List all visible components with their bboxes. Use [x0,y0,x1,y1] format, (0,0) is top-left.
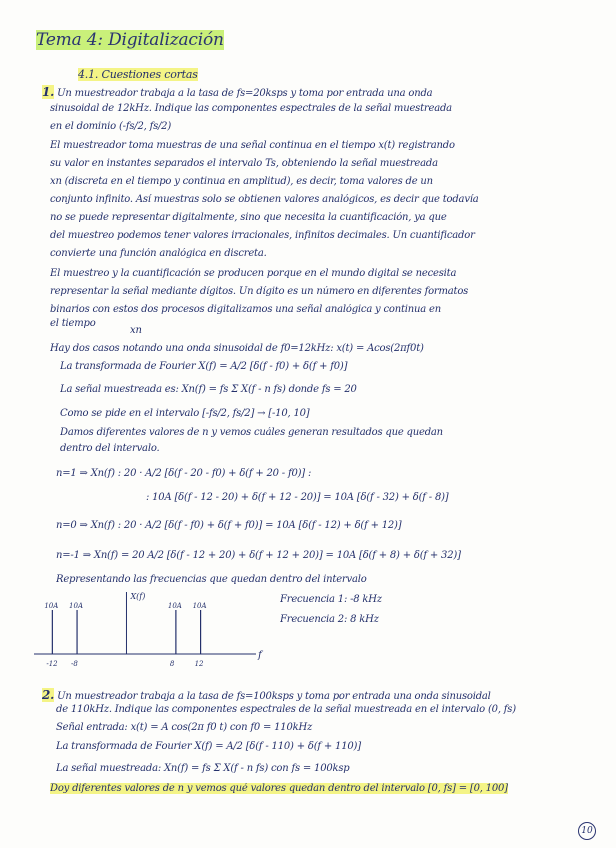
q1-line: El muestreo y la cuantificación se producen porque en el mundo digital se necesita [50,268,457,279]
tick-label: 12 [194,660,204,668]
q2-line: 2. Un muestreador trabaja a la tasa de fs=100ksps y toma por entrada una onda sinusoidal [42,688,491,702]
math-line: n=1 ⇒ Xn(f) : 20 · A/2 [δ(f - 20 - f0) + δ(f + 20 - f0)] : [56,468,312,479]
bar-label: 10A [167,602,182,610]
frequency-1: Frecuencia 1: -8 kHz [280,594,382,605]
xn-label: xn [130,325,142,336]
math-line: Como se pide en el intervalo [-fs/2, fs/2] → [-10, 10] [60,408,310,419]
q1-line: no se puede representar digitalmente, sino que necesita la cuantificación, ya que [50,212,447,223]
section-heading: 4.1. Cuestiones cortas [78,68,198,81]
q2-line: Doy diferentes valores de n y vemos qué valores quedan dentro del intervalo [0, fs] = [0, 100] [50,783,508,794]
q1-line: convierte una función analógica en discreta. [50,248,267,259]
math-line: n=0 ⇒ Xn(f) : 20 · A/2 [δ(f - f0) + δ(f + f0)] = 10A [δ(f - 12) + δ(f + 12)] [56,520,402,531]
bar-label: 10A [69,602,84,610]
math-line: n=-1 ⇒ Xn(f) = 20 A/2 [δ(f - 12 + 20) + δ(f + 12 + 20)] = 10A [δ(f + 8) + δ(f + 32)] [56,550,461,561]
bar-label: 10A [192,602,207,610]
tick-label: -12 [46,660,58,668]
math-line: La transformada de Fourier X(f) = A/2 [δ(f - f0) + δ(f + f0)] [60,361,348,372]
q1-line: 1. Un muestreador trabaja a la tasa de fs=20ksps y toma por entrada una onda [42,85,433,99]
math-line: La señal muestreada es: Xn(f) = fs Σ X(f - n fs) donde fs = 20 [60,384,357,395]
page-title: Tema 4: Digitalización [36,30,224,50]
q1-line: binarios con estos dos procesos digitalizamos una señal analógica y continua en [50,304,441,315]
q2-line: La transformada de Fourier X(f) = A/2 [δ(f - 110) + δ(f + 110)] [56,741,361,752]
math-line: Damos diferentes valores de n y vemos cuáles generan resultados que quedan [60,427,443,438]
q2-line: La señal muestreada: Xn(f) = fs Σ X(f - n fs) con fs = 100ksp [56,763,350,774]
q1-line: El muestreador toma muestras de una señal continua en el tiempo x(t) registrando [50,140,455,151]
bar-label: 10A [44,602,59,610]
q1-number: 1. [42,85,55,99]
math-line: : 10A [δ(f - 12 - 20) + δ(f + 12 - 20)] = 10A [δ(f - 32) + δ(f - 8)] [146,492,449,503]
x-axis-label: f [258,650,262,661]
math-line: Hay dos casos notando una onda sinusoidal de f0=12kHz: x(t) = Acos(2πf0t) [50,343,424,354]
math-line: dentro del intervalo. [60,443,160,454]
q1-line: del muestreo podemos tener valores irracionales, infinitos decimales. Un cuantificador [50,230,475,241]
q1-line: en el dominio (-fs/2, fs/2) [50,121,172,132]
q2-line: de 110kHz. Indique las componentes espectrales de la señal muestreada en el intervalo (0, fs) [56,704,516,715]
q1-line: sinusoidal de 12kHz. Indique las componentes espectrales de la señal muestreada [50,103,452,114]
math-line: Representando las frecuencias que quedan dentro del intervalo [56,574,367,585]
q1-line: representar la señal mediante dígitos. Un dígito es un número en diferentes formatos [50,286,469,297]
q1-line: el tiempo [50,318,96,329]
q1-line: xn (discreta en el tiempo y continua en amplitud), es decir, toma valores de un [50,176,433,187]
tick-label: 8 [169,660,175,668]
y-axis-label: X(f) [130,592,146,601]
frequency-2: Frecuencia 2: 8 kHz [280,614,379,625]
q2-line: Señal entrada: x(t) = A cos(2π f0 t) con f0 = 110kHz [56,722,313,733]
tick-label: -8 [71,660,78,668]
q2-number: 2. [42,688,55,702]
spectrum-plot [30,590,270,670]
q1-line: conjunto infinito. Así muestras solo se obtienen valores analógicos, es decir que todavía [50,194,479,205]
page-number: 10 [578,822,596,840]
q1-line: su valor en instantes separados el intervalo Ts, obteniendo la señal muestreada [50,158,438,169]
